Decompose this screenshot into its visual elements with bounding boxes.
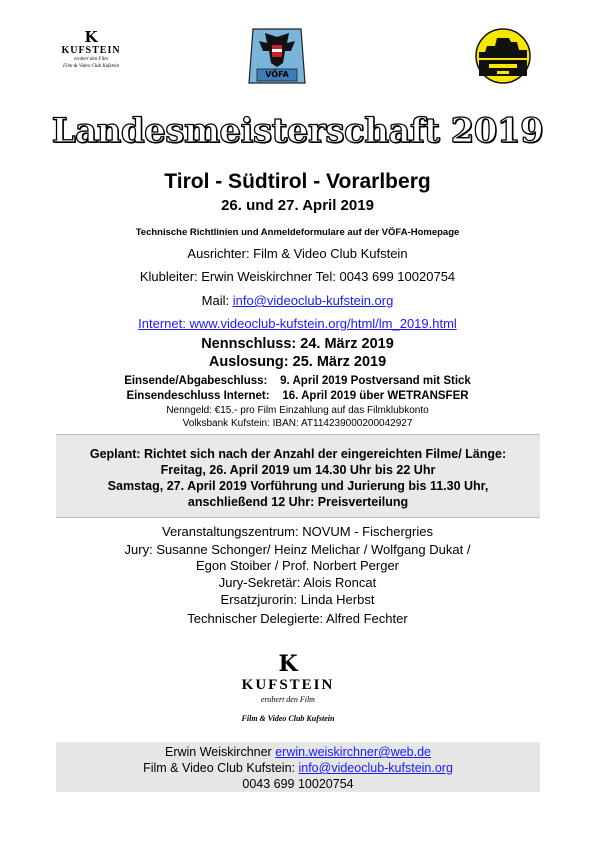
club-emblem [475, 28, 531, 84]
bank-details: Volksbank Kufstein: IBAN: AT114239000200042927 [182, 418, 413, 429]
substitute-juror-line: Ersatzjurorin: Linda Herbst [220, 592, 375, 607]
jury-secretary-line: Jury-Sekretär: Alois Roncat [218, 575, 377, 590]
schedule-line-3: Samstag, 27. April 2019 Vorführung und Jurierung bis 11.30 Uhr, [107, 479, 489, 493]
kufstein-tagline: erobert den Film [74, 57, 108, 62]
jury-line-1: Jury: Susanne Schonger/ Heinz Melichar / Wolfgang Dukat / [124, 542, 471, 557]
dates-heading: 26. und 27. April 2019 [221, 197, 374, 214]
contact-club-email[interactable]: info@videoclub-kufstein.org [298, 761, 453, 775]
internet-link[interactable]: Internet: www.videoclub-kufstein.org/html/lm_2019.html [138, 316, 457, 331]
regions-heading: Tirol - Südtirol - Vorarlberg [164, 170, 431, 193]
mail-link[interactable]: info@videoclub-kufstein.org [232, 293, 394, 308]
contact-box [56, 742, 540, 792]
entry-deadline: Nennschluss: 24. März 2019 [201, 336, 394, 352]
page-title: Landesmeisterschaft 2019 [51, 111, 544, 151]
kufstein-wordmark: KUFSTEIN [61, 45, 121, 56]
technical-delegate-line: Technischer Delegierte: Alfred Fechter [187, 611, 408, 626]
schedule-box [56, 434, 540, 518]
contact-phone: 0043 699 10020754 [242, 777, 354, 791]
schedule-line-4: anschließend 12 Uhr: Preisverteilung [187, 495, 409, 509]
round-emblem-icon [475, 28, 531, 84]
kufstein-tagline: erobert den Film [261, 695, 315, 704]
contact-name-line [56, 744, 540, 760]
jury-line-2: Egon Stoiber / Prof. Norbert Perger [195, 558, 400, 573]
contact-name: Erwin Weiskirchner [164, 745, 276, 759]
mail-line [0, 293, 595, 309]
kufstein-k-icon: K [84, 28, 98, 46]
kufstein-wordmark: KUFSTEIN [241, 677, 335, 693]
schedule-line-1: Geplant: Richtet sich nach der Anzahl der eingereichten Filme/ Länge: [89, 447, 507, 461]
draw-date: Auslosung: 25. März 2019 [208, 354, 387, 370]
contact-club: Film & Video Club Kufstein: [143, 761, 299, 775]
internet-submission-label: Einsendeschluss Internet: [126, 390, 270, 402]
organizer-line: Ausrichter: Film & Video Club Kufstein [187, 246, 408, 261]
contact-club-line [56, 760, 540, 776]
internet-line [0, 316, 595, 332]
submission-value: 9. April 2019 Postversand mit Stick [280, 375, 471, 387]
kufstein-k-icon: K [278, 651, 298, 677]
schedule-line-2: Freitag, 26. April 2019 um 14.30 Uhr bis 22 Uhr [160, 463, 436, 477]
submission-label: Einsende/Abgabeschluss: [124, 375, 268, 387]
technical-guidelines-note: Technische Richtlinien und Anmeldeformulare auf der VÖFA-Homepage [135, 227, 460, 238]
voefa-wordmark: VÖFA [265, 70, 289, 79]
submission-deadline [0, 374, 595, 388]
venue-line: Veranstaltungszentrum: NOVUM - Fischergries [162, 524, 433, 539]
club-leader-line: Klubleiter: Erwin Weiskirchner Tel: 0043 699 10020754 [139, 269, 456, 284]
kufstein-logo-footer [218, 652, 358, 726]
internet-submission-deadline [0, 389, 595, 403]
internet-submission-value: 16. April 2019 über WETRANSFER [282, 390, 469, 402]
contact-name-email[interactable]: erwin.weiskirchner@web.de [275, 745, 432, 759]
voefa-logo [247, 27, 307, 85]
kufstein-logo-top [50, 30, 132, 70]
kufstein-club-name: Film & Video Club Kufstein [62, 64, 119, 69]
mail-label: Mail: [201, 293, 233, 308]
kufstein-club-name: Film & Video Club Kufstein [241, 714, 335, 723]
entry-fee: Nenngeld: €15.- pro Film Einzahlung auf das Filmklubkonto [166, 405, 429, 416]
